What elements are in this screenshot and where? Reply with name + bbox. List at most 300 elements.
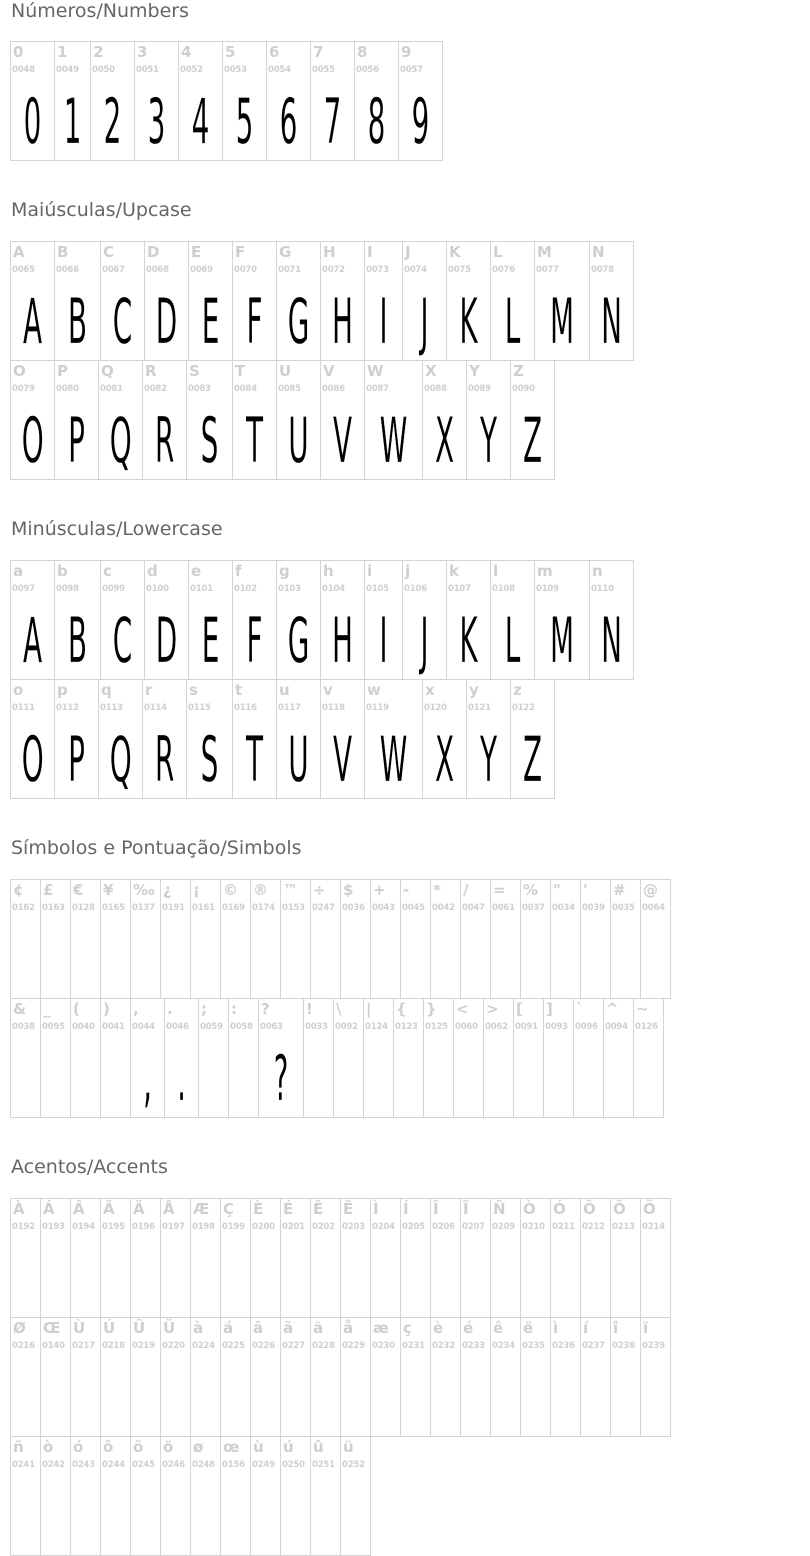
glyph-sample — [78, 1368, 93, 1428]
glyph-char-label: d — [147, 562, 158, 580]
glyph-sample — [228, 1368, 243, 1428]
glyph-code-label: 0238 — [612, 1341, 635, 1351]
glyph-code-label: 0059 — [200, 1022, 223, 1032]
glyph-sample — [498, 930, 513, 990]
glyph-code-label: 0039 — [582, 903, 605, 913]
glyph-cell — [160, 879, 191, 999]
glyph-char-label: . — [167, 1000, 173, 1018]
glyph-char-label: ‰ — [133, 881, 155, 899]
glyph-sample: B — [67, 285, 88, 358]
glyph-code-label: 0125 — [425, 1022, 448, 1032]
glyph-cell — [10, 1317, 41, 1437]
glyph-code-label: 0068 — [146, 265, 169, 275]
glyph-code-label: 0161 — [192, 903, 215, 913]
glyph-char-label: % — [523, 881, 539, 899]
glyph-code-label: 0217 — [72, 1341, 95, 1351]
glyph-code-label: 0067 — [102, 265, 125, 275]
glyph-code-label: 0191 — [162, 903, 185, 913]
glyph-code-label: 0043 — [372, 903, 395, 913]
glyph-sample — [198, 1368, 213, 1428]
glyph-sample — [288, 1487, 303, 1547]
glyph-char-label: ] — [546, 1000, 553, 1018]
glyph-sample — [401, 1049, 416, 1109]
glyph-code-label: 0249 — [252, 1460, 275, 1470]
glyph-char-label: z — [513, 681, 522, 699]
glyph-char-label: ¢ — [13, 881, 24, 899]
glyph-sample — [18, 930, 33, 990]
glyph-cell — [250, 1198, 281, 1318]
glyph-cell — [340, 1317, 371, 1437]
glyph-cell — [190, 1198, 221, 1318]
glyph-char-label: D — [147, 243, 160, 261]
glyph-cell — [550, 1317, 581, 1437]
glyph-char-label: I — [367, 243, 373, 261]
glyph-code-label: 0242 — [42, 1460, 65, 1470]
glyph-sample: M — [549, 285, 575, 358]
glyph-char-label: Ô — [583, 1200, 596, 1218]
glyph-char-label: î — [613, 1319, 619, 1337]
glyph-char-label: Õ — [613, 1200, 626, 1218]
glyph-code-label: 0163 — [42, 903, 65, 913]
glyph-code-label: 0209 — [492, 1222, 515, 1232]
glyph-char-label: c — [103, 562, 112, 580]
glyph-sample — [551, 1049, 566, 1109]
glyph-cell — [144, 241, 189, 361]
glyph-cell — [130, 998, 165, 1118]
glyph-code-label: 0092 — [335, 1022, 358, 1032]
glyph-code-label: 0194 — [72, 1222, 95, 1232]
glyph-code-label: 0077 — [536, 265, 559, 275]
glyph-code-label: 0205 — [402, 1222, 425, 1232]
glyph-cell — [280, 1317, 311, 1437]
glyph-code-label: 0247 — [312, 903, 335, 913]
glyph-cell — [430, 1317, 461, 1437]
glyph-cell — [573, 998, 604, 1118]
glyph-char-label: ( — [73, 1000, 80, 1018]
glyph-sample — [348, 1368, 363, 1428]
glyph-char-label: Ï — [463, 1200, 469, 1218]
accents-row-3 — [10, 1436, 370, 1556]
glyph-char-label: Í — [403, 1200, 409, 1218]
glyph-char-label: Ù — [73, 1319, 86, 1337]
glyph-sample — [378, 1368, 393, 1428]
glyph-cell — [100, 1317, 131, 1437]
glyph-sample — [318, 1368, 333, 1428]
glyph-cell — [130, 1436, 161, 1556]
glyph-char-label: = — [493, 881, 506, 899]
glyph-char-label: Y — [469, 362, 480, 380]
glyph-sample: E — [201, 285, 220, 358]
glyph-sample: E — [201, 604, 220, 677]
glyph-char-label: ç — [403, 1319, 412, 1337]
glyph-code-label: 0220 — [162, 1341, 185, 1351]
glyph-sample — [258, 930, 273, 990]
glyph-char-label: p — [57, 681, 68, 699]
glyph-sample: F — [246, 285, 263, 358]
glyph-cell — [534, 241, 590, 361]
glyph-sample — [588, 930, 603, 990]
glyph-char-label: h — [323, 562, 334, 580]
glyph-code-label: 0235 — [522, 1341, 545, 1351]
glyph-char-label: 3 — [137, 43, 148, 61]
glyph-code-label: 0052 — [180, 65, 203, 75]
glyph-char-label: ¥ — [103, 881, 114, 899]
glyph-cell — [54, 360, 99, 480]
glyph-code-label: 0075 — [448, 265, 471, 275]
glyph-char-label: å — [343, 1319, 354, 1337]
glyph-cell — [280, 1198, 311, 1318]
glyph-cell — [364, 679, 423, 799]
glyph-code-label: 0103 — [278, 584, 301, 594]
glyph-code-label: 0050 — [92, 65, 115, 75]
glyph-code-label: 0244 — [102, 1460, 125, 1470]
glyph-cell — [640, 1317, 671, 1437]
glyph-cell — [303, 998, 334, 1118]
glyph-sample: . — [177, 1042, 186, 1115]
glyph-cell — [70, 1436, 101, 1556]
glyph-char-label: U — [279, 362, 292, 380]
glyph-code-label: 0104 — [322, 584, 345, 594]
glyph-cell — [188, 241, 233, 361]
glyph-char-label: á — [223, 1319, 234, 1337]
glyph-cell — [10, 679, 55, 799]
glyph-char-label: J — [405, 243, 411, 261]
glyph-char-label: x — [425, 681, 435, 699]
glyph-sample — [78, 1487, 93, 1547]
glyph-cell — [310, 1436, 341, 1556]
glyph-sample — [408, 1249, 423, 1309]
glyph-sample: O — [21, 723, 44, 796]
glyph-code-label: 0088 — [424, 384, 447, 394]
glyph-cell — [490, 560, 535, 680]
glyph-cell — [640, 1198, 671, 1318]
glyph-char-label: ~ — [636, 1000, 649, 1018]
glyph-cell — [422, 360, 467, 480]
glyph-code-label: 0204 — [372, 1222, 395, 1232]
glyph-code-label: 0045 — [402, 903, 425, 913]
glyph-cell — [266, 41, 311, 161]
glyph-code-label: 0120 — [424, 703, 447, 713]
glyph-char-label: ' — [583, 881, 588, 899]
glyph-cell — [54, 41, 91, 161]
glyph-sample: D — [155, 285, 178, 358]
glyph-code-label: 0162 — [12, 903, 35, 913]
glyph-cell — [188, 560, 233, 680]
glyph-sample: 5 — [235, 85, 254, 158]
glyph-cell — [100, 879, 131, 999]
glyph-sample — [138, 1368, 153, 1428]
glyph-char-label: 5 — [225, 43, 236, 61]
glyph-sample: B — [67, 604, 88, 677]
glyph-sample: U — [288, 723, 309, 796]
glyph-code-label: 0216 — [12, 1341, 35, 1351]
glyph-sample — [18, 1049, 33, 1109]
glyph-sample — [588, 1249, 603, 1309]
glyph-sample — [648, 930, 663, 990]
glyph-char-label: k — [449, 562, 459, 580]
glyph-sample: J — [420, 604, 429, 677]
glyph-code-label: 0074 — [404, 265, 427, 275]
glyph-cell — [190, 1317, 221, 1437]
glyph-sample — [618, 1249, 633, 1309]
glyph-char-label: , — [133, 1000, 139, 1018]
glyph-cell — [40, 1436, 71, 1556]
glyph-cell — [364, 560, 403, 680]
glyph-cell — [340, 1436, 371, 1556]
glyph-sample — [78, 1049, 93, 1109]
glyph-char-label: ô — [103, 1438, 114, 1456]
glyph-char-label: õ — [133, 1438, 144, 1456]
lowercase-row-2 — [10, 679, 554, 799]
glyph-sample: W — [379, 723, 408, 796]
glyph-sample — [198, 930, 213, 990]
glyph-sample — [258, 1368, 273, 1428]
glyph-code-label: 0239 — [642, 1341, 665, 1351]
glyph-cell — [276, 560, 321, 680]
glyph-char-label: ñ — [13, 1438, 24, 1456]
glyph-cell — [446, 560, 491, 680]
glyph-cell — [164, 998, 199, 1118]
glyph-char-label: } — [426, 1000, 437, 1018]
glyph-sample — [318, 1249, 333, 1309]
glyph-char-label: Á — [43, 1200, 55, 1218]
glyph-code-label: 0035 — [612, 903, 635, 913]
glyph-cell — [232, 360, 277, 480]
glyph-cell — [144, 560, 189, 680]
glyph-code-label: 0038 — [12, 1022, 35, 1032]
glyph-sample — [168, 930, 183, 990]
glyph-char-label: / — [463, 881, 469, 899]
glyph-cell — [310, 879, 341, 999]
glyph-cell — [10, 879, 41, 999]
glyph-char-label: w — [367, 681, 381, 699]
glyph-cell — [142, 679, 187, 799]
glyph-code-label: 0089 — [468, 384, 491, 394]
glyph-char-label: A — [13, 243, 25, 261]
glyph-code-label: 0165 — [102, 903, 125, 913]
glyph-cell — [54, 241, 101, 361]
glyph-code-label: 0079 — [12, 384, 35, 394]
glyph-sample: L — [504, 604, 521, 677]
glyph-code-label: 0072 — [322, 265, 345, 275]
glyph-sample — [48, 1049, 63, 1109]
glyph-code-label: 0245 — [132, 1460, 155, 1470]
glyph-cell — [40, 1317, 71, 1437]
glyph-cell — [186, 360, 233, 480]
glyph-code-label: 0196 — [132, 1222, 155, 1232]
glyph-char-label: © — [223, 881, 238, 899]
glyph-cell — [54, 560, 101, 680]
glyph-cell — [370, 1317, 401, 1437]
glyph-char-label: O — [13, 362, 26, 380]
glyph-code-label: 0058 — [230, 1022, 253, 1032]
glyph-sample: X — [434, 404, 455, 477]
glyph-sample: X — [434, 723, 455, 796]
glyph-sample — [528, 930, 543, 990]
glyph-char-label: y — [469, 681, 479, 699]
glyph-char-label: È — [253, 1200, 264, 1218]
glyph-code-label: 0062 — [485, 1022, 508, 1032]
glyph-code-label: 0086 — [322, 384, 345, 394]
glyph-cell — [320, 360, 365, 480]
glyph-char-label: 7 — [313, 43, 324, 61]
glyph-code-label: 0082 — [144, 384, 167, 394]
glyph-code-label: 0198 — [192, 1222, 215, 1232]
glyph-char-label: Q — [101, 362, 114, 380]
glyph-char-label: 2 — [93, 43, 104, 61]
glyph-code-label: 0246 — [162, 1460, 185, 1470]
glyph-sample — [168, 1368, 183, 1428]
glyph-sample: 6 — [279, 85, 298, 158]
glyph-char-label: Â — [73, 1200, 85, 1218]
glyph-char-label: : — [231, 1000, 237, 1018]
glyph-sample — [468, 1368, 483, 1428]
glyph-cell — [220, 1198, 251, 1318]
glyph-cell — [402, 241, 447, 361]
glyph-cell — [98, 360, 143, 480]
glyph-cell — [320, 560, 365, 680]
glyph-code-label: 0197 — [162, 1222, 185, 1232]
glyph-char-label: ! — [306, 1000, 313, 1018]
glyph-cell — [466, 679, 511, 799]
glyph-sample — [341, 1049, 356, 1109]
section-title-numbers: Números/Numbers — [11, 0, 189, 22]
glyph-code-label: 0195 — [102, 1222, 125, 1232]
glyph-char-label: 1 — [57, 43, 68, 61]
glyph-cell — [610, 1317, 641, 1437]
glyph-code-label: 0090 — [512, 384, 535, 394]
glyph-char-label: @ — [643, 881, 658, 899]
glyph-sample — [558, 1249, 573, 1309]
glyph-sample — [641, 1049, 656, 1109]
glyph-char-label: Ø — [13, 1319, 26, 1337]
glyph-cell — [490, 1317, 521, 1437]
glyph-code-label: 0218 — [102, 1341, 125, 1351]
glyph-sample: R — [154, 404, 175, 477]
glyph-char-label: æ — [373, 1319, 389, 1337]
glyph-code-label: 0078 — [591, 265, 614, 275]
glyph-char-label: Ñ — [493, 1200, 506, 1218]
glyph-cell — [280, 879, 311, 999]
glyph-sample — [618, 1368, 633, 1428]
glyph-code-label: 0115 — [188, 703, 211, 713]
glyph-code-label: 0202 — [312, 1222, 335, 1232]
glyph-cell — [198, 998, 229, 1118]
glyph-char-label: l — [493, 562, 499, 580]
glyph-sample — [48, 1487, 63, 1547]
glyph-code-label: 0210 — [522, 1222, 545, 1232]
glyph-char-label: W — [367, 362, 384, 380]
glyph-sample — [258, 1249, 273, 1309]
glyph-code-label: 0108 — [492, 584, 515, 594]
glyph-code-label: 0105 — [366, 584, 389, 594]
glyph-sample — [648, 1249, 663, 1309]
glyph-char-label: ¡ — [193, 881, 200, 899]
glyph-sample — [408, 930, 423, 990]
glyph-sample: L — [504, 285, 521, 358]
glyph-cell — [363, 998, 394, 1118]
glyph-cell — [40, 879, 71, 999]
glyph-cell — [370, 1198, 401, 1318]
glyph-code-label: 0111 — [12, 703, 35, 713]
glyph-sample: I — [379, 285, 388, 358]
glyph-sample — [528, 1368, 543, 1428]
glyph-code-label: 0174 — [252, 903, 275, 913]
glyph-code-label: 0094 — [605, 1022, 628, 1032]
glyph-cell — [276, 241, 321, 361]
glyph-sample — [228, 930, 243, 990]
glyph-code-label: 0237 — [582, 1341, 605, 1351]
glyph-sample — [348, 1487, 363, 1547]
glyph-code-label: 0066 — [56, 265, 79, 275]
glyph-code-label: 0063 — [260, 1022, 283, 1032]
glyph-cell — [10, 560, 55, 680]
glyph-char-label: ã — [283, 1319, 294, 1337]
glyph-code-label: 0057 — [400, 65, 423, 75]
glyph-char-label: { — [396, 1000, 407, 1018]
glyph-sample — [588, 1368, 603, 1428]
glyph-sample: 8 — [367, 85, 386, 158]
glyph-cell — [340, 879, 371, 999]
glyph-char-label: Î — [433, 1200, 439, 1218]
glyph-code-label: 0053 — [224, 65, 247, 75]
glyph-cell — [10, 998, 41, 1118]
glyph-char-label: M — [537, 243, 552, 261]
glyph-char-label: ú — [283, 1438, 294, 1456]
glyph-sample: K — [459, 285, 478, 358]
section-title-lowercase: Minúsculas/Lowercase — [11, 518, 223, 540]
glyph-cell — [220, 1436, 251, 1556]
glyph-sample — [288, 1368, 303, 1428]
glyph-sample: S — [200, 404, 219, 477]
glyph-code-label: 0201 — [282, 1222, 305, 1232]
glyph-cell — [543, 998, 574, 1118]
glyph-char-label: Æ — [193, 1200, 210, 1218]
glyph-sample — [138, 1249, 153, 1309]
glyph-code-label: 0069 — [190, 265, 213, 275]
glyph-code-label: 0112 — [56, 703, 79, 713]
glyph-cell — [98, 679, 143, 799]
glyph-sample — [431, 1049, 446, 1109]
glyph-cell — [100, 998, 131, 1118]
glyph-code-label: 0065 — [12, 265, 35, 275]
glyph-char-label: o — [13, 681, 24, 699]
glyph-sample: A — [22, 285, 43, 358]
glyph-sample: P — [68, 723, 85, 796]
glyph-sample: Y — [479, 723, 498, 796]
symbols-row-2 — [10, 998, 663, 1118]
glyph-cell — [603, 998, 634, 1118]
glyph-code-label: 0243 — [72, 1460, 95, 1470]
glyph-sample — [228, 1249, 243, 1309]
glyph-cell — [100, 1436, 131, 1556]
glyph-sample — [318, 1487, 333, 1547]
glyph-cell — [490, 241, 535, 361]
glyph-sample: C — [112, 604, 133, 677]
glyph-char-label: ¿ — [163, 881, 172, 899]
glyph-code-label: 0087 — [366, 384, 389, 394]
glyph-sample: 4 — [191, 85, 210, 158]
glyph-code-label: 0224 — [192, 1341, 215, 1351]
glyph-char-label: K — [449, 243, 461, 261]
glyph-char-label: N — [592, 243, 605, 261]
glyph-sample — [288, 1249, 303, 1309]
glyph-sample — [138, 1487, 153, 1547]
glyph-cell — [364, 360, 423, 480]
glyph-sample: J — [420, 285, 429, 358]
glyph-code-label: 0123 — [395, 1022, 418, 1032]
glyph-sample — [348, 930, 363, 990]
